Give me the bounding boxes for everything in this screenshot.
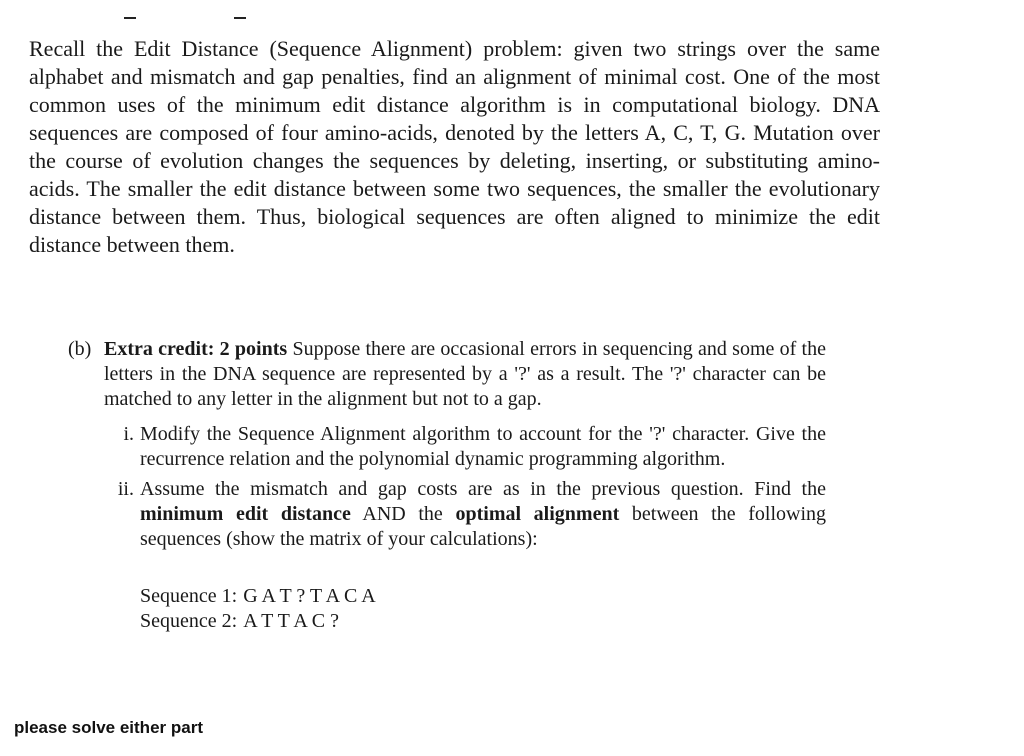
part-b-statement: [68, 337, 826, 412]
part-b: [68, 337, 826, 634]
part-b-text: Suppose there are occasional errors in sequencing and some of the letters in the DNA sequence are represented by a '?' as a result. The '?' character can be matched to any letter in the alignment but not to a gap.: [104, 338, 826, 410]
subitem-ii: [104, 477, 826, 552]
intro-paragraph: Recall the Edit Distance (Sequence Alignment) problem: given two strings over the same alphabet and mismatch and gap penalties, find an alignment of minimal cost. One of the most common uses of the minimum edit distance algorithm is in computational biology. DNA sequences are composed of four amino-acids, denoted by the letters A, C, T, G. Mutation over the course of evolution changes the sequences by deleting, inserting, or substituting amino-acids. The smaller the edit distance between some two sequences, the smaller the evolutionary distance between them. Thus, biological sequences are often aligned to minimize the edit distance between them.: [29, 36, 880, 257]
subitem-i-text: Modify the Sequence Alignment algorithm to account for the '?' character. Give the recurrence relation and the polynomial dynamic programming algorithm.: [140, 423, 826, 470]
sequence-2-value: A T T A C ?: [243, 610, 339, 632]
sequences: [140, 584, 826, 634]
subitem-i: [104, 422, 826, 472]
sequence-1-label: Sequence 1:: [140, 585, 238, 607]
subitem-ii-bold-1: minimum edit distance: [140, 503, 351, 525]
sequence-2-label: Sequence 2:: [140, 610, 238, 632]
sequence-1-value: G A T ? T A C A: [243, 585, 376, 607]
subitem-ii-text-1: Assume the mismatch and gap costs are as in the previous question. Find the: [140, 478, 826, 500]
subitem-ii-label: ii.: [117, 478, 134, 500]
sequence-2: [140, 609, 826, 634]
part-b-label: (b): [68, 338, 92, 360]
subitem-ii-text-3: between the following sequences (show the matrix of your calculations):: [140, 503, 827, 550]
part-b-subitems: [104, 422, 826, 552]
subitem-i-label: i.: [123, 423, 134, 445]
part-b-bold-lead: Extra credit: 2 points: [104, 338, 288, 360]
top-mark-right: [234, 17, 246, 19]
subitem-ii-text-2: AND the: [362, 503, 443, 525]
subitem-ii-bold-2: optimal alignment: [455, 503, 620, 525]
top-mark-left: [124, 17, 136, 19]
sequence-1: [140, 584, 826, 609]
footer-note: please solve either part: [14, 718, 203, 737]
